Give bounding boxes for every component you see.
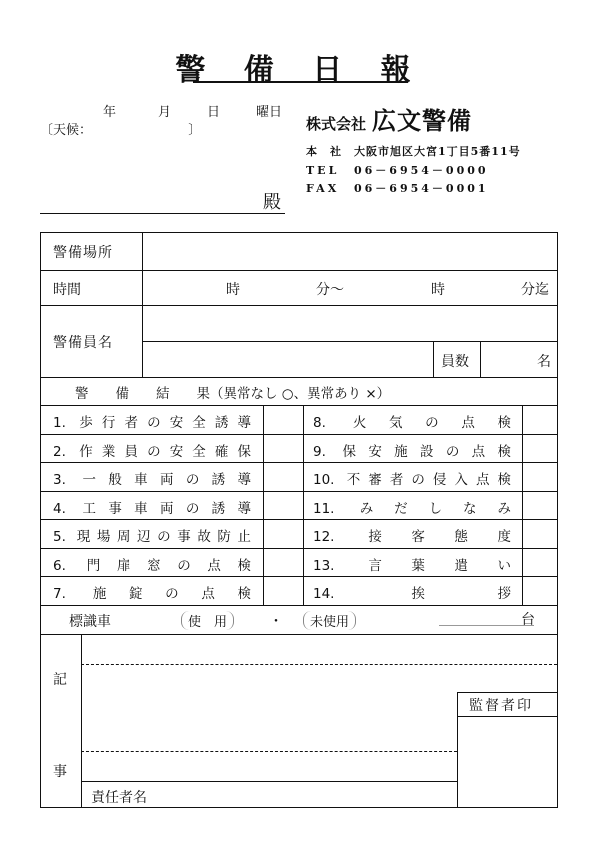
supervisor-seal-label: 監督者印 (469, 698, 533, 714)
checklist-result-right-3[interactable] (523, 463, 557, 490)
checklist-result-right-4[interactable] (523, 492, 557, 519)
office-label: 本 社 (306, 145, 342, 158)
results-header: 警 備 結 果（異常なし ○、異常あり ×） (75, 386, 391, 402)
weather-open: 〔天候： (40, 123, 93, 138)
checklist-item-right-7: 14. 挨拶 (313, 586, 511, 602)
company-name (306, 101, 472, 136)
guards-field-1[interactable] (143, 306, 557, 340)
location-field[interactable] (143, 233, 557, 270)
fax-number: 06－6954－0001 (354, 182, 489, 195)
checklist-result-left-1[interactable] (264, 406, 302, 433)
guards-label: 警備員名 (53, 335, 113, 351)
checklist-result-right-1[interactable] (523, 406, 557, 433)
checklist-result-left-6[interactable] (264, 549, 302, 576)
notes-label-ki: 記 (53, 672, 67, 688)
time-hour-end: 時 (431, 282, 445, 298)
guards-field-2[interactable] (143, 342, 433, 376)
company-address-line (306, 143, 521, 159)
center-divider (303, 405, 304, 605)
count-unit: 名 (537, 354, 551, 370)
date-month: 月 (158, 105, 172, 120)
count-label: 員数 (441, 354, 469, 370)
time-minute-end: 分迄 (521, 282, 549, 298)
time-label-text: 時間 (53, 282, 81, 298)
checklist-result-right-2[interactable] (523, 435, 557, 462)
time-hour-start: 時 (226, 282, 240, 298)
fax-label: FAX (306, 182, 340, 195)
sign-vehicle-label: 標識車 (69, 614, 111, 630)
checklist-result-right-7[interactable] (523, 577, 557, 604)
date-weekday: 曜日 (256, 105, 283, 120)
checklist-result-right-6[interactable] (523, 549, 557, 576)
checklist-result-left-5[interactable] (264, 520, 302, 547)
report-form (40, 232, 558, 808)
seal-top (457, 692, 557, 693)
checklist-item-right-1: 8. 火気の点検 (313, 415, 511, 431)
checklist-item-right-2: 9. 保安施設の点検 (313, 443, 511, 460)
supervisor-seal-box[interactable] (458, 717, 557, 807)
checklist-item-left-4: 4. 工事車両の誘導 (53, 500, 251, 517)
cell-divider (433, 341, 434, 377)
page-title: 警 備 日 報 (175, 53, 425, 88)
checklist-item-right-6: 13. 言葉遣い (313, 557, 511, 574)
checklist-result-right-5[interactable] (523, 520, 557, 547)
weather-close: 〕 (188, 123, 202, 138)
checklist-item-left-1: 1. 歩行者の安全誘導 (53, 415, 251, 431)
company-fax-line (306, 180, 489, 196)
tel-label: TEL (306, 164, 340, 177)
notes-field[interactable] (82, 635, 457, 780)
row-divider (41, 377, 557, 378)
vehicle-count-line[interactable] (439, 625, 534, 626)
checklist-item-right-3: 10. 不審者の侵入点検 (313, 472, 511, 488)
unused-option[interactable]: 未使用 (303, 611, 356, 630)
checklist-item-left-3: 3. 一般車両の誘導 (53, 472, 251, 488)
addressee-suffix: 殿 (263, 192, 281, 213)
checklist-item-left-5: 5. 現場周辺の事故防止 (53, 529, 251, 545)
checklist-item-left-2: 2. 作業員の安全確保 (53, 443, 251, 460)
checklist-result-left-3[interactable] (264, 463, 302, 490)
time-label (53, 279, 129, 299)
notes-label-ji: 事 (53, 764, 67, 780)
vehicle-unit: 台 (521, 612, 535, 628)
office-address: 大阪市旭区大宮1丁目5番11号 (354, 145, 521, 158)
row-divider (41, 605, 557, 606)
checklist-result-left-2[interactable] (264, 435, 302, 462)
checklist-item-right-4: 11. みだしなみ (313, 500, 511, 517)
checklist-item-left-6: 6. 門扉窓の点検 (53, 557, 251, 574)
checklist-item-left-7: 7. 施錠の点検 (53, 586, 251, 602)
row-divider (81, 781, 457, 782)
checklist-item-right-5: 12. 接客態度 (313, 529, 511, 545)
date-day: 日 (207, 105, 221, 120)
company-prefix: 株式会社 (306, 115, 367, 133)
option-separator: ・ (269, 614, 283, 630)
addressee-line[interactable] (40, 213, 285, 214)
cell-divider (480, 341, 481, 377)
row-divider (41, 270, 557, 271)
title-underline (193, 81, 408, 83)
tel-number: 06－6954－0000 (354, 164, 489, 177)
date-year: 年 (103, 105, 117, 120)
checklist-result-left-7[interactable] (264, 577, 302, 604)
used-option[interactable]: 使 用 (181, 611, 234, 630)
responsible-label: 責任者名 (91, 790, 147, 806)
location-label: 警備場所 (53, 245, 113, 261)
company-tel-line (306, 162, 489, 178)
company-brand: 広文警備 (372, 107, 473, 135)
checklist-result-left-4[interactable] (264, 492, 302, 519)
weather-field[interactable] (40, 119, 201, 138)
time-minute-start: 分～ (316, 282, 344, 298)
